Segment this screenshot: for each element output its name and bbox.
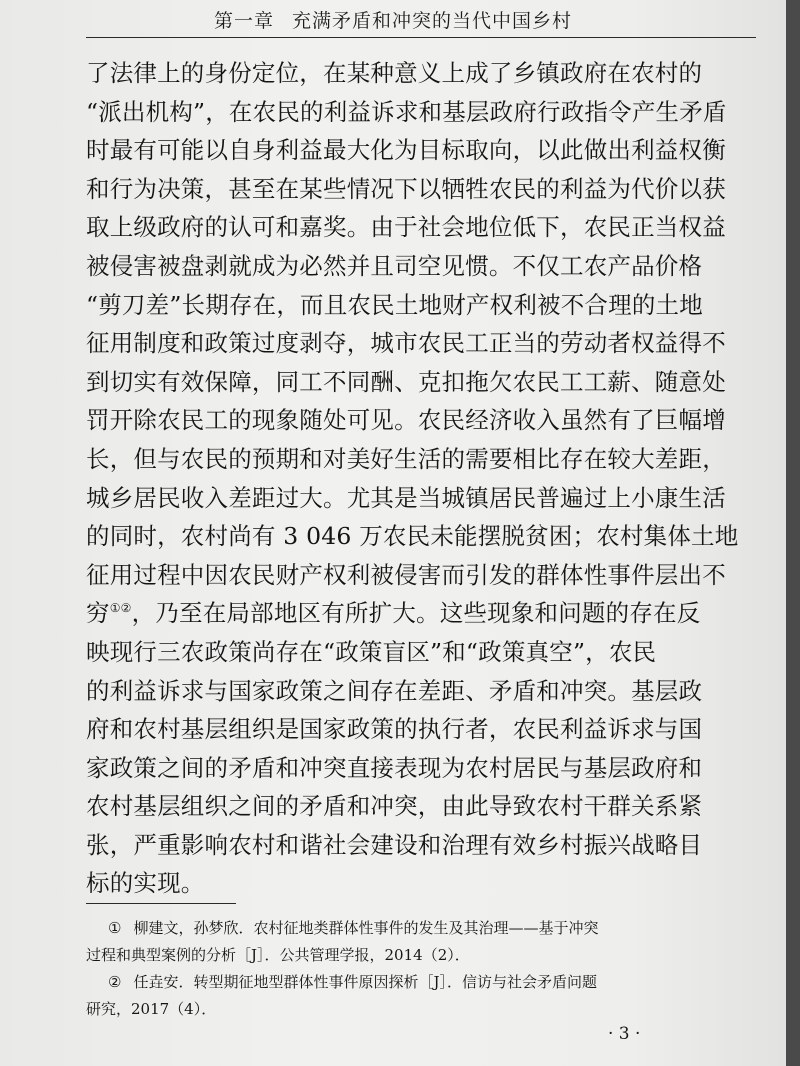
body-text	[86, 54, 766, 903]
body-line: 取上级政府的认可和嘉奖。由于社会地位低下，农民正当权益	[86, 213, 726, 242]
body-line: 了法律上的身份定位，在某种意义上成了乡镇政府在农村的	[86, 59, 703, 87]
body-line: 罚开除农民工的现象随处可见。农民经济收入虽然有了巨幅增	[86, 406, 726, 435]
footnote-1-continuation: 过程和典型案例的分析［J］．公共管理学报，2014（2）．	[86, 946, 470, 964]
body-line: 的同时，农村尚有 3 046 万农民未能摆脱贫困；农村集体土地	[86, 522, 739, 551]
body-line: “剪刀差”长期存在，而且农民土地财产权利被不合理的土地	[86, 290, 703, 319]
body-line: 家政策之间的矛盾和冲突直接表现为农村居民与基层政府和	[86, 753, 703, 782]
body-line: 标的实现。	[86, 869, 205, 898]
chapter-number: 第一章	[213, 10, 274, 32]
footnote-reference[interactable]: ①②	[109, 601, 132, 616]
body-line: 被侵害被盘剥就成为必然并且司空见惯。不仅工农产品价格	[86, 251, 703, 280]
body-line: 长，但与农民的预期和对美好生活的需要相比存在较大差距，	[86, 444, 726, 473]
line-text: ，乃至在局部地区有所扩大。这些现象和问题的存在反	[131, 599, 701, 628]
footnote-text: 任垚安．转型期征地型群体性事件原因探析［J］．信访与社会矛盾问题	[133, 973, 597, 991]
body-line: 城乡居民收入差距过大。尤其是当城镇居民普遍过上小康生活	[86, 483, 726, 512]
footnote-rule	[86, 903, 236, 904]
footnote-number: ②	[108, 973, 122, 991]
body-line: 到切实有效保障，同工不同酬、克扣拖欠农民工工薪、随意处	[86, 367, 726, 396]
chapter-title: 充满矛盾和冲突的当代中国乡村	[292, 10, 573, 32]
running-head	[0, 6, 786, 33]
body-line: 征用过程中因农民财产权利被侵害而引发的群体性事件层出不	[86, 560, 726, 589]
body-line: 时最有可能以自身利益最大化为目标取向，以此做出利益权衡	[86, 136, 726, 165]
line-text: 穷	[86, 599, 110, 628]
body-line: 征用制度和政策过度剥夺，城市农民工正当的劳动者权益得不	[86, 329, 726, 358]
footnote-text: 柳建文，孙梦欣．农村征地类群体性事件的发生及其治理——基于冲突	[133, 919, 599, 937]
header-rule	[86, 37, 756, 38]
footnotes	[86, 915, 686, 1023]
footnote-number: ①	[108, 919, 122, 937]
body-line-with-refs	[86, 594, 766, 633]
body-line: 的利益诉求与国家政策之间存在差距、矛盾和冲突。基层政	[86, 676, 703, 705]
footnote-2	[86, 969, 686, 996]
page-number: · 3 ·	[608, 1024, 641, 1044]
body-line: 张，严重影响农村和谐社会建设和治理有效乡村振兴战略目	[86, 830, 703, 859]
footnote-1	[86, 915, 686, 942]
footnote-2-continuation: 研究，2017（4）．	[86, 1000, 217, 1018]
body-line: 和行为决策，甚至在某些情况下以牺牲农民的利益为代价以获	[86, 174, 726, 203]
body-line: 农村基层组织之间的矛盾和冲突，由此导致农村干群关系紧	[86, 792, 703, 821]
body-line: 府和农村基层组织是国家政策的执行者，农民利益诉求与国	[86, 715, 703, 744]
body-line: “派出机构”，在农民的利益诉求和基层政府行政指令产生矛盾	[86, 97, 727, 126]
body-line: 映现行三农政策尚存在“政策盲区”和“政策真空”，农民	[86, 637, 657, 666]
